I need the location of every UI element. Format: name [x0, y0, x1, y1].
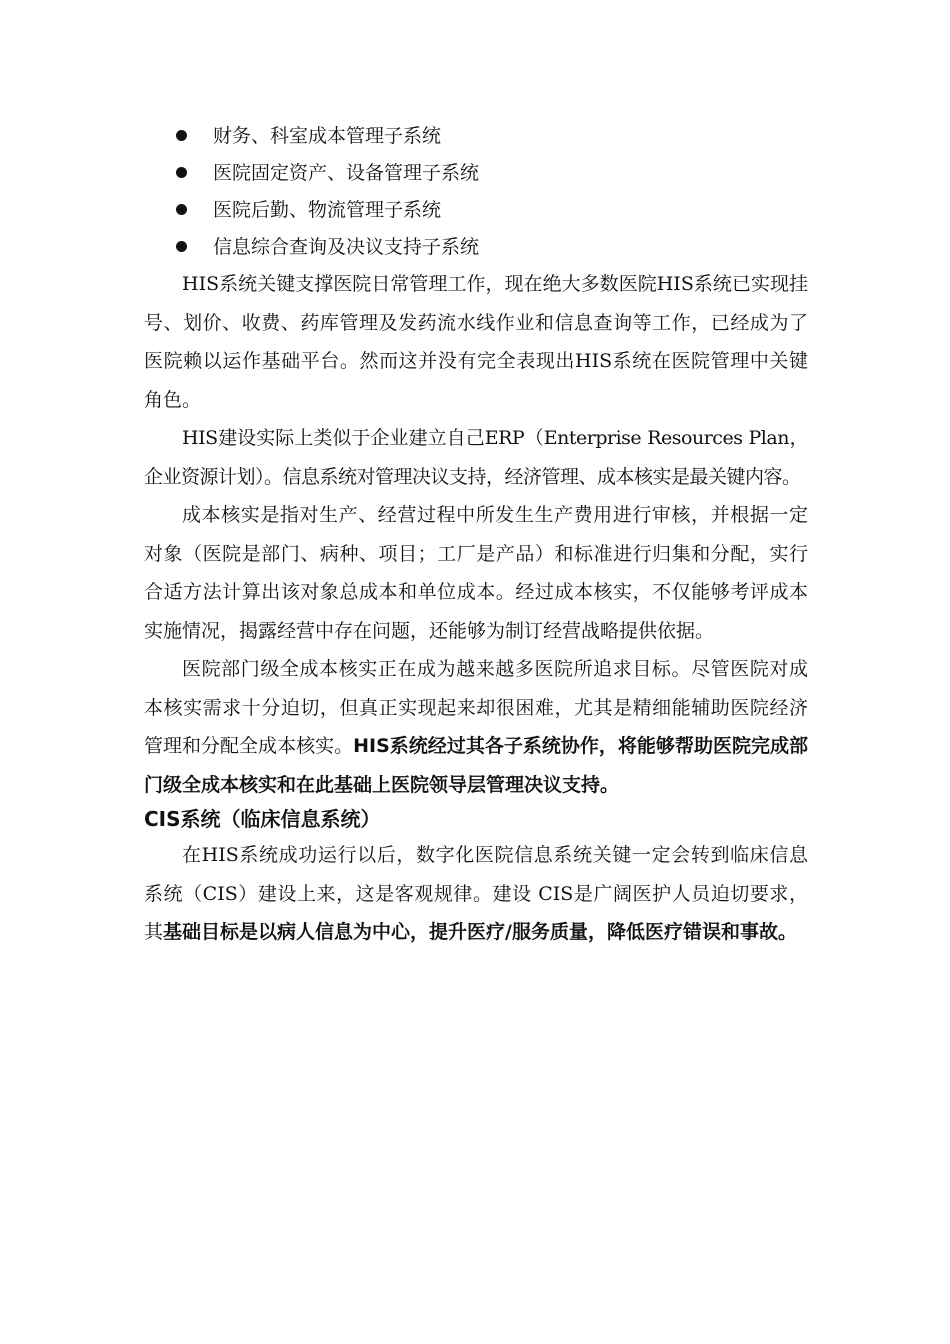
paragraph-his-overview: HIS系统关键支撑医院日常管理工作，现在绝大多数医院HIS系统已实现挂号、划价、收费、药库管理及发药流水线作业和信息查询等工作，已经成为了医院赖以运作基础平台。然而这并没有完全表现出HIS系统在医院管理中关键角色。 [144, 273, 808, 411]
paragraph-cis-start: 其 [144, 921, 164, 943]
bullet-text: 信息综合查询及决议支持子系统 [213, 236, 480, 258]
paragraph-department-cost-text: 医院部门级全成本核实正在成为越来越多医院所追求目标。尽管医院对成本核实需求十分迫切，但真正实现起来却很困难，尤其是精细能辅助医院经济管理和分配全成本核实。 [144, 658, 808, 757]
paragraph-cis [144, 836, 808, 952]
bullet-list [176, 118, 816, 266]
bullet-item [176, 192, 816, 229]
bullet-dot-icon [176, 241, 187, 252]
paragraph-cis-text: 在HIS系统成功运行以后，数字化医院信息系统关键一定会转到临床信息系统（CIS）建设上来，这是客观规律。建设 CIS是广阔医护人员迫切要求， [144, 844, 808, 905]
bullet-text: 医院后勤、物流管理子系统 [213, 199, 442, 221]
document-body [144, 265, 808, 952]
bullet-text: 医院固定资产、设备管理子系统 [213, 162, 480, 184]
bullet-text: 财务、科室成本管理子系统 [213, 125, 442, 147]
bullet-dot-icon [176, 130, 187, 141]
paragraph-his-erp: HIS建设实际上类似于企业建立自己ERP（Enterprise Resources Plan，企业资源计划）。信息系统对管理决议支持，经济管理、成本核实是最关键内容。 [144, 427, 808, 488]
paragraph-cost-accounting: 成本核实是指对生产、经营过程中所发生生产费用进行审核，并根据一定对象（医院是部门、病种、项目；工厂是产品）和标准进行归集和分配，实行合适方法计算出该对象总成本和单位成本。经过成本核实，不仅能够考评成本实施情况，揭露经营中存在问题，还能够为制订经营战略提供依据。 [144, 504, 808, 642]
section-heading-cis: CIS系统（临床信息系统） [144, 807, 381, 831]
bullet-item [176, 118, 816, 155]
bullet-dot-icon [176, 167, 187, 178]
paragraph-cis-bold: 基础目标是以病人信息为中心，提升医疗/服务质量，降低医疗错误和事故。 [163, 921, 797, 943]
bullet-dot-icon [176, 204, 187, 215]
paragraph-department-cost [144, 650, 808, 804]
paragraph-department-cost-bold: HIS系统经过其各子系统协作，将能够帮助医院完成部门级全成本核实和在此基础上医院领导层管理决议支持。 [144, 735, 808, 796]
bullet-item [176, 229, 816, 266]
bullet-item [176, 155, 816, 192]
